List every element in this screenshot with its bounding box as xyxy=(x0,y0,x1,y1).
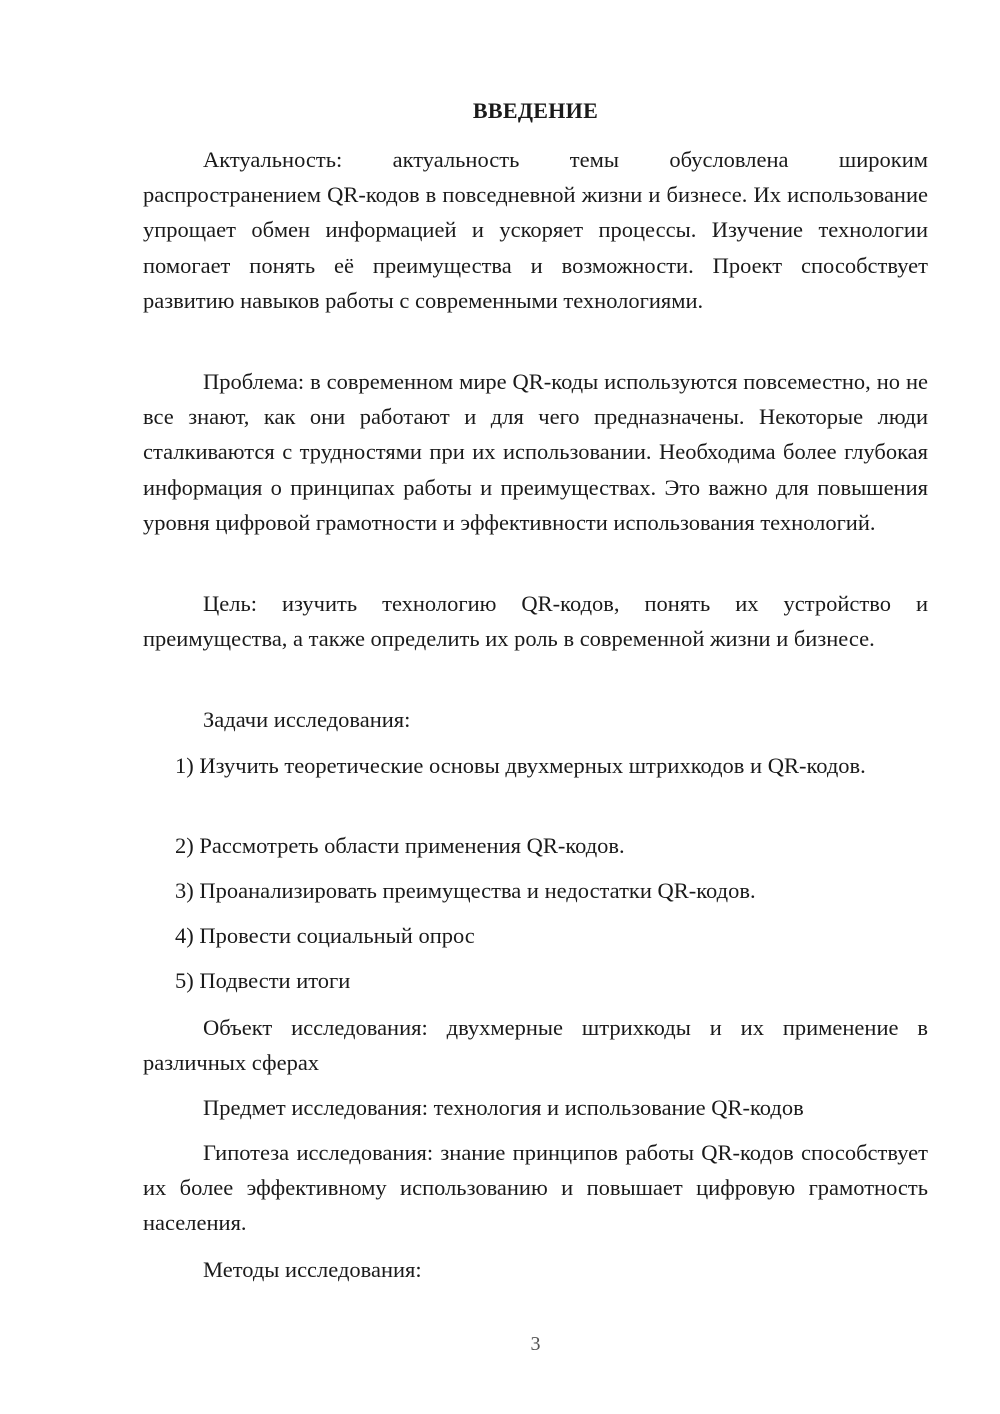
methods-heading: Методы исследования: xyxy=(203,1257,422,1282)
task-item-4: 4) Провести социальный опрос xyxy=(175,923,475,948)
task-item-5: 5) Подвести итоги xyxy=(175,968,351,993)
relevance-paragraph: Актуальность: актуальность темы обусловлена широким распространением QR-кодов в повседневной жизни и бизнесе. Их использование упрощает обмен информацией и ускоряет процессы. Изучение технологии помогает понять её преимущества и возможности. Проект способствует развитию навыков работы с современными технологиями. xyxy=(143,147,928,313)
problem-paragraph: Проблема: в современном мире QR-коды используются повсеместно, но не все знают, как они работают и для чего предназначены. Некоторые люди сталкиваются с трудностями при их использовании. Необходима более глубокая информация о принципах работы и преимуществах. Это важно для повышения уровня цифровой грамотности и эффективности использования технологий. xyxy=(143,369,928,535)
hypothesis-paragraph: Гипотеза исследования: знание принципов работы QR-кодов способствует их более эффективному использованию и повышает цифровую грамотность населения. xyxy=(143,1140,928,1236)
task-item-3: 3) Проанализировать преимущества и недостатки QR-кодов. xyxy=(175,878,756,903)
object-paragraph: Объект исследования: двухмерные штрихкоды и их применение в различных сферах xyxy=(143,1015,928,1076)
task-item-2: 2) Рассмотреть области применения QR-кодов. xyxy=(175,833,625,858)
subject-paragraph: Предмет исследования: технология и использование QR-кодов xyxy=(203,1095,804,1120)
task-item-1: 1) Изучить теоретические основы двухмерных штрихкодов и QR-кодов. xyxy=(175,753,866,778)
tasks-heading: Задачи исследования: xyxy=(203,707,411,732)
page-number: 3 xyxy=(530,1333,541,1355)
document-page xyxy=(143,0,928,1414)
goal-paragraph: Цель: изучить технологию QR-кодов, понять их устройство и преимущества, а также определить их роль в современной жизни и бизнесе. xyxy=(143,591,928,652)
section-title: ВВЕДЕНИЕ xyxy=(472,98,599,123)
